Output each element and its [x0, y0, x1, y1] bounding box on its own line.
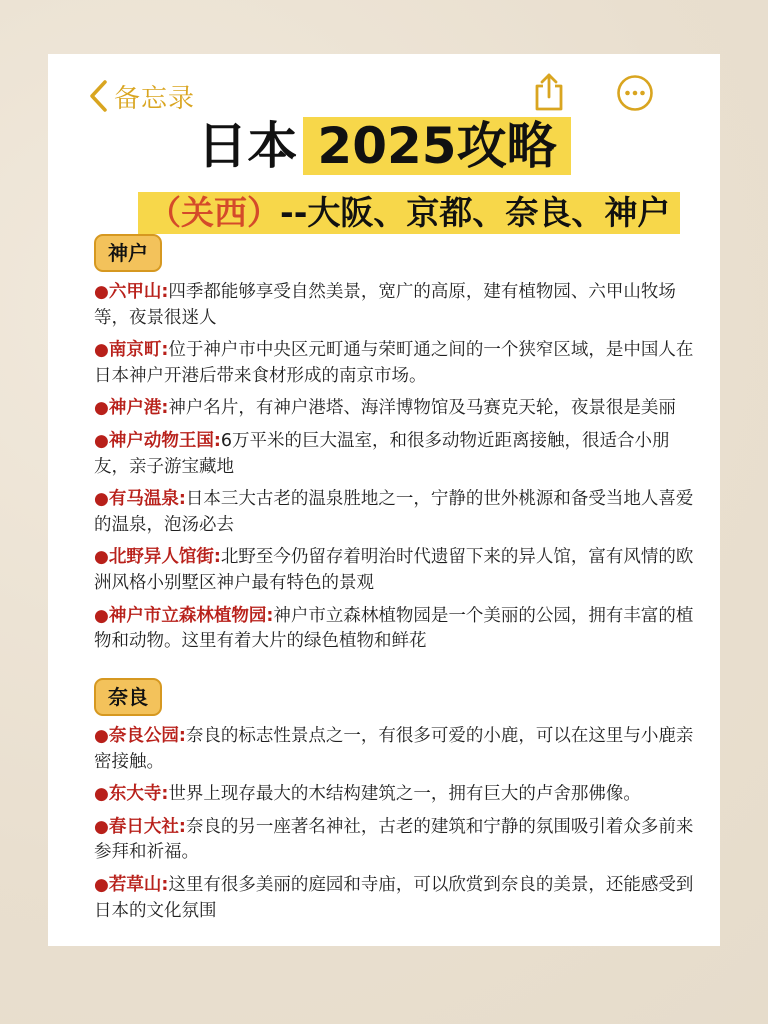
subtitle-region: （关西）	[148, 193, 280, 232]
list-item	[94, 280, 694, 331]
list-item	[94, 396, 694, 422]
spot-name: 东大寺:	[108, 784, 169, 805]
bullet-dot-icon: ●	[94, 816, 109, 837]
spot-desc: 位于神户市中央区元町通与荣町通之间的一个狭窄区域，是中国人在日本神户开港后带来食材形成的南京市场。	[94, 340, 694, 386]
spot-name: 有马温泉:	[108, 489, 186, 510]
back-button[interactable]	[88, 76, 195, 116]
list-item	[94, 724, 694, 775]
spot-desc: 奈良的另一座著名神社，古老的建筑和宁静的氛围吸引着众多前来参拜和祈福。	[94, 816, 694, 863]
share-button[interactable]	[532, 72, 566, 112]
section-tag-nara: 奈良	[94, 678, 162, 716]
bullet-dot-icon: ●	[94, 726, 109, 746]
page-title	[48, 116, 720, 176]
bullet-dot-icon: ●	[94, 874, 109, 895]
spot-name: 神户动物王国:	[108, 430, 221, 451]
spot-desc: 神户名片，有神户港塔、海洋博物馆及马赛克天轮，夜景很是美丽	[168, 398, 676, 419]
bullet-dot-icon: ●	[94, 340, 109, 361]
spot-name: 奈良公园:	[108, 726, 186, 746]
spot-desc: 世界上现存最大的木结构建筑之一，拥有巨大的卢舍那佛像。	[168, 784, 641, 805]
spot-desc: 日本三大古老的温泉胜地之一，宁静的世外桃源和备受当地人喜爱的温泉，泡汤必去	[94, 489, 694, 535]
spot-name: 北野异人馆街:	[108, 547, 221, 568]
spot-desc: 北野至今仍留存着明治时代遗留下来的异人馆，富有风情的欧洲风格小别墅区神户最有特色的景观	[94, 547, 694, 593]
list-item	[94, 815, 694, 866]
list-item	[94, 873, 694, 924]
bullet-dot-icon: ●	[94, 547, 109, 568]
share-icon	[532, 72, 566, 112]
title-part-1: 日本	[197, 117, 298, 175]
bullet-dot-icon: ●	[94, 398, 109, 419]
bullet-dot-icon: ●	[94, 605, 109, 626]
more-options-button[interactable]	[616, 74, 654, 112]
subtitle-cities: --大阪、京都、奈良、神户	[280, 193, 671, 232]
bullet-dot-icon: ●	[94, 282, 109, 302]
bullet-dot-icon: ●	[94, 489, 109, 510]
list-item	[94, 545, 694, 596]
spot-name: 南京町:	[108, 340, 169, 361]
back-label: 备忘录	[114, 83, 196, 114]
list-item	[94, 338, 694, 389]
spot-desc: 6万平米的巨大温室，和很多动物近距离接触，很适合小朋友，亲子游宝藏地	[94, 430, 670, 477]
ellipsis-circle-icon	[616, 74, 654, 112]
list-item	[94, 782, 694, 808]
spot-name: 春日大社:	[108, 816, 186, 837]
spot-desc: 四季都能够享受自然美景，宽广的高原，建有植物园、六甲山牧场等，夜景很迷人	[94, 282, 676, 328]
page-subtitle	[138, 192, 680, 234]
spot-desc: 奈良的标志性景点之一，有很多可爱的小鹿，可以在这里与小鹿亲密接触。	[94, 726, 694, 772]
title-part-2: 2025攻略	[303, 117, 570, 175]
list-item	[94, 487, 694, 538]
nara-list	[94, 724, 694, 931]
kobe-list	[94, 280, 694, 662]
bullet-dot-icon: ●	[94, 784, 109, 805]
section-tag-kobe: 神户	[94, 234, 162, 272]
chevron-left-icon	[88, 79, 108, 113]
list-item	[94, 604, 694, 655]
spot-name: 神户市立森林植物园:	[108, 605, 274, 626]
spot-desc: 这里有很多美丽的庭园和寺庙，可以欣赏到奈良的美景，还能感受到日本的文化氛围	[94, 874, 694, 921]
bullet-dot-icon: ●	[94, 430, 109, 451]
spot-desc: 神户市立森林植物园是一个美丽的公园，拥有丰富的植物和动物。这里有着大片的绿色植物和鲜花	[94, 605, 694, 652]
spot-name: 若草山:	[108, 874, 169, 895]
spot-name: 神户港:	[108, 398, 169, 419]
spot-name: 六甲山:	[108, 282, 169, 302]
note-card	[48, 54, 720, 946]
list-item	[94, 429, 694, 480]
